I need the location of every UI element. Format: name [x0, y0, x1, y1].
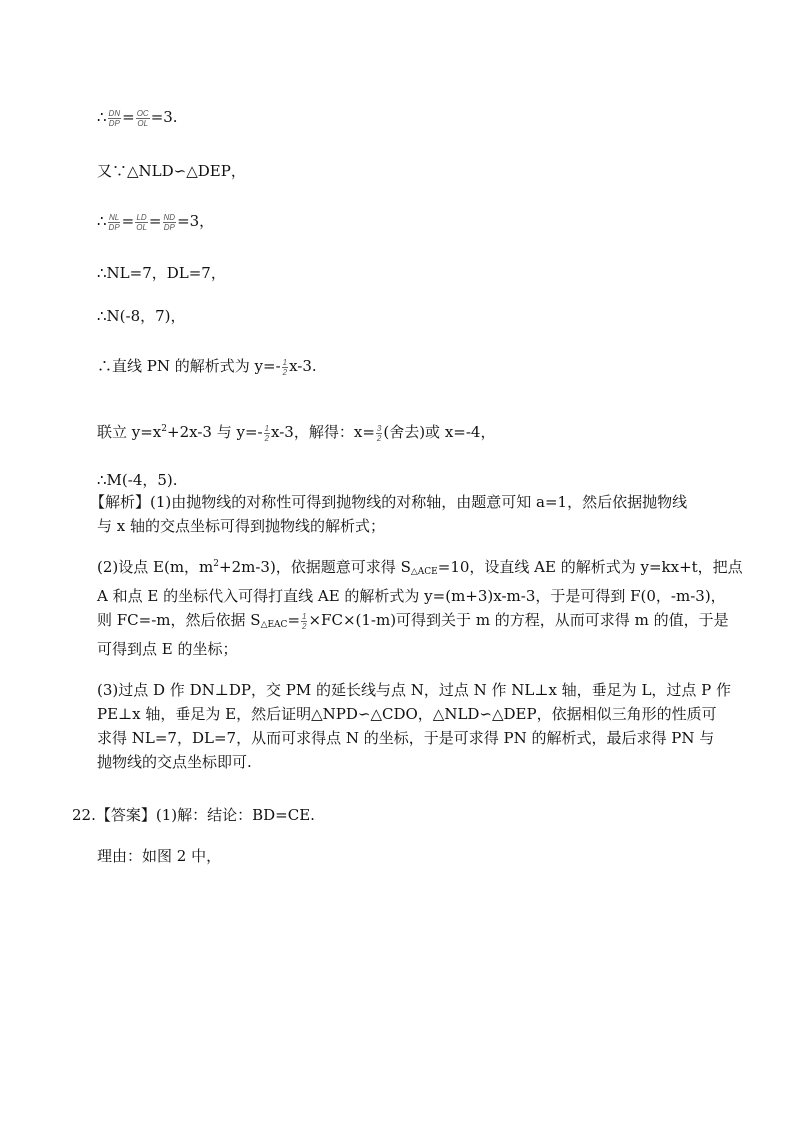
result-nl-dl: ∴NL=7，DL=7， [97, 264, 226, 282]
fraction: $\frac{1}{2}$ [302, 611, 307, 631]
similar-triangles-statement: 又∵△NLD∽△DEP， [97, 162, 246, 180]
fraction: $\frac{LD}{OL}$ [136, 212, 147, 232]
analysis-part-2: (2)设点 E(m，$m^2+2m-3$)，依据题意可求得 $S_{\triangle ACE}=10$，设直线 AE 的解析式为 y=kx+t，把点 A 和点 E 的坐标代入可得打直线 AE 的解析式为 y=(m+3)x-m-3，于是可得到 F(0，-m-3)， 则 FC=-m，然后依据 $S_{\triangle EAC}=$ $\frac{1}{2}$ ×FC×(1-m)可得到关于 m 的方程，从而可求得 m 的值，于是 可得到点 E 的坐标； [97, 558, 743, 658]
fraction: $\frac{3}{2}$ [376, 423, 382, 443]
analysis-part-1: 【解析】(1)由抛物线的对称性可得到抛物线的对称轴，由题意可知 a=1，然后依据抛物线 与 x 轴的交点坐标可得到抛物线的解析式； [90, 493, 688, 535]
equation-ratios: ∴ $\frac{NL}{DP}$ = $\frac{LD}{OL}$ = $\frac{ND}{DP}$ =3， [97, 212, 215, 232]
result-point-m: ∴M(-4，5). [97, 471, 178, 489]
fraction: $\frac{DN}{DP}$ [108, 108, 121, 128]
fraction: $\frac{NL}{DP}$ [108, 212, 120, 232]
line-pn-equation: ∴直线 PN 的解析式为 y=- $\frac{1}{2}$ x-3. [97, 357, 317, 377]
equation-ratio-dn-dp: ∴ $\frac{DN}{DP}$ = $\frac{OC}{OL}$ =3. [97, 108, 178, 128]
question-22-reason: 理由：如图 2 中， [97, 847, 222, 865]
simultaneous-equations: 联立 $y=x^2+2x-3$ 与 y=- $\frac{1}{2}$ x-3，解得：x= $\frac{3}{2}$ (舍去)或 x=-4， [97, 423, 496, 443]
result-point-n: ∴N(-8，7)， [97, 307, 186, 325]
fraction: $\frac{ND}{DP}$ [163, 212, 176, 232]
fraction: $\frac{OC}{OL}$ [136, 108, 149, 128]
question-22-answer: 22.【答案】(1)解：结论：BD=CE. [72, 806, 315, 824]
analysis-part-3: (3)过点 D 作 DN⊥DP，交 PM 的延长线与点 N，过点 N 作 NL⊥x 轴，垂足为 L，过点 P 作 PE⊥x 轴，垂足为 E，然后证明△NPD∽△CDO，△NLD∽△DEP，依据相似三角形的性质可 求得 NL=7，DL=7，从而可求得点 N 的坐标，于是可求得 PN 的解析式，最后求得 PN 与 抛物线的交点坐标即可. [97, 681, 732, 771]
fraction: $\frac{1}{2}$ [264, 423, 270, 443]
fraction: $\frac{1}{2}$ [282, 357, 288, 377]
